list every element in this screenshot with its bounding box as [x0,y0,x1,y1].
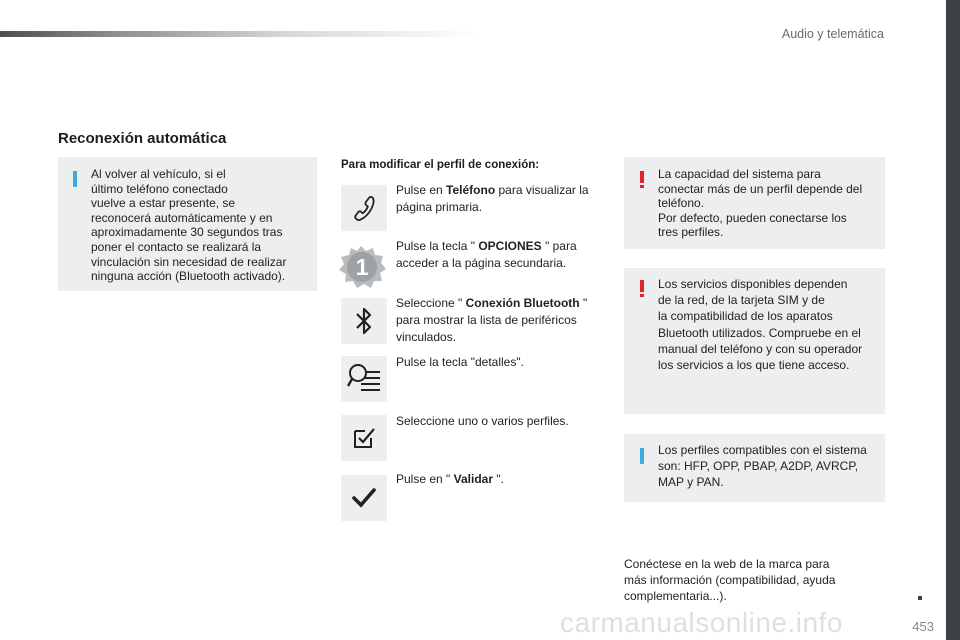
procedure-title: Para modificar el perfil de conexión: [341,159,540,171]
header-section-label: Audio y telemática [781,27,884,41]
info-icon [640,448,644,464]
text-line: de la red, de la tarjeta SIM y de [658,293,825,308]
warning-icon [640,280,644,298]
warning-icon [640,171,644,189]
text-line: conectar más de un perfil depende del [658,181,863,196]
step-2-text: Pulse la tecla " OPCIONES " para acceder a la página secundaria. [396,239,577,270]
text-line: Los perfiles compatibles con el sistema [658,443,867,457]
text-line: vinculación sin necesidad de realizar [91,254,287,269]
text-line: complementaria...). [624,589,727,604]
header-gradient-bar [0,31,480,37]
text-line: Conéctese en la web de la marca para [624,557,830,571]
info-left-text [91,167,301,284]
page-number: 453 [912,619,934,634]
text-line: reconocerá automáticamente y en [91,210,273,225]
text-line: MAP y PAN. [658,475,724,490]
checkmark-icon [341,475,387,521]
text-line: los servicios a los que tiene acceso. [658,358,850,373]
watermark: carmanualsonline.info [560,607,843,638]
text-line: último teléfono conectado [91,181,228,196]
step-1-text: Pulse en Teléfono para visualizar la página primaria. [396,183,589,214]
section-title: Reconexión automática [58,130,227,147]
text-line: manual del teléfono y con su operador [658,341,863,356]
step-6-text: Pulse en " Validar ". [396,472,504,486]
bluetooth-icon [341,298,387,344]
details-search-icon [341,356,387,402]
text-line: Por defecto, pueden conectarse los [658,210,847,225]
step-4-text: Pulse la tecla "detalles". [396,355,524,369]
text-line: vuelve a estar presente, se [91,196,236,211]
warning-2-text [658,276,878,373]
info-icon [73,171,77,187]
text-line: más información (compatibilidad, ayuda [624,573,836,588]
page-marker [918,596,922,600]
phone-handset-icon [341,185,387,231]
badge-number: 1 [355,254,369,280]
right-edge-bar [946,0,960,640]
text-line: Al volver al vehículo, si el [91,167,226,181]
options-badge-icon [335,245,387,289]
text-line: la compatibilidad de los aparatos [658,309,833,324]
text-line: Bluetooth utilizados. Compruebe en el [658,325,861,340]
text-line: La capacidad del sistema para [658,167,821,181]
step-5-text: Seleccione uno o varios perfiles. [396,414,569,428]
text-line: Los servicios disponibles dependen [658,277,848,291]
checkbox-icon [341,415,387,461]
text-line: son: HFP, OPP, PBAP, A2DP, AVRCP, [658,459,859,474]
text-line: tres perfiles. [658,225,724,240]
text-line: aproximadamente 30 segundos tras [91,225,283,240]
text-line: poner el contacto se realizará la [91,239,262,254]
footer-text [624,556,864,605]
step-3-text: Seleccione " Conexión Bluetooth " para mostrar la lista de periféricos vinculados. [396,296,588,344]
warning-1-text [658,167,878,240]
text-line: ninguna acción (Bluetooth activado). [91,269,286,284]
text-line: teléfono. [658,196,705,211]
info-profiles-text [658,442,878,491]
